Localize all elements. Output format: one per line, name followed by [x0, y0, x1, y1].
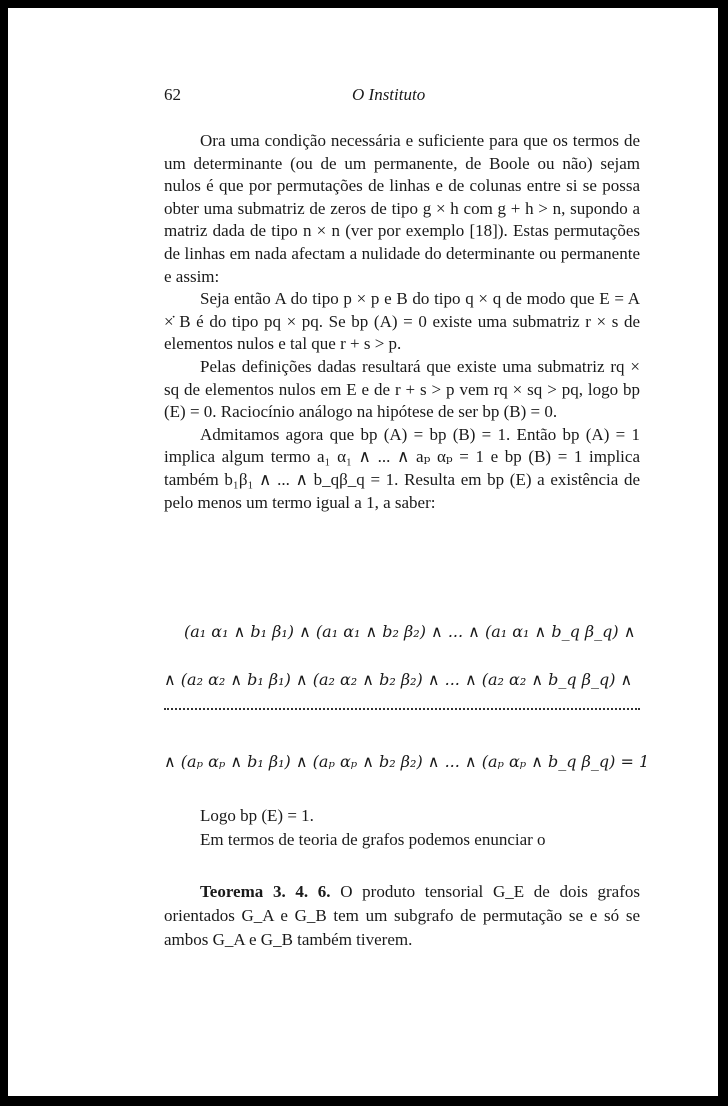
body-text	[164, 130, 640, 514]
closing-line: Logo bp (E) = 1.	[200, 806, 314, 825]
theorem-text: O produto tensorial G_E de dois grafos orientados G_A e G_B tem um subgrafo de permutação se e só se ambos G_A e G_B também tiverem.	[164, 882, 641, 949]
paragraph: Ora uma condição necessária e suficiente para que os termos de um determinante (ou de um permanente, de Boole ou não) sejam nulos é que por permutações de linhas e de colunas entre si se possa obter uma submatriz de zeros de tipo g × h com g + h > n, supondo a matriz dada de tipo n × n (ver por exemplo [18]). Estas permutações de linhas em nada afectam a nulidade do determinante ou permanente e assim:	[164, 131, 640, 286]
paragraph: Seja então A do tipo p × p e B do tipo q × q de modo que E = A ×̇ B é do tipo pq × pq. Se bp (A) = 0 existe uma submatriz r × s de elementos nulos e tal que r + s > p.	[164, 289, 640, 354]
formula-line: ∧ (aₚ αₚ ∧ b₁ β₁) ∧ (aₚ αₚ ∧ b₂ β₂) ∧ ... ∧ (aₚ αₚ ∧ b_q β_q) = 1	[164, 752, 650, 771]
closing-line: Em termos de teoria de grafos podemos enunciar o	[200, 830, 546, 849]
page-number: 62	[164, 85, 181, 104]
running-head	[8, 85, 718, 109]
running-title: O Instituto	[352, 85, 426, 104]
formula-line: (a₁ α₁ ∧ b₁ β₁) ∧ (a₁ α₁ ∧ b₂ β₂) ∧ ... ∧ (a₁ α₁ ∧ b_q β_q) ∧	[184, 622, 636, 641]
closing-text	[164, 804, 640, 852]
theorem-label: Teorema 3. 4. 6.	[200, 882, 331, 901]
formula-line: ∧ (a₂ α₂ ∧ b₁ β₁) ∧ (a₂ α₂ ∧ b₂ β₂) ∧ ... ∧ (a₂ α₂ ∧ b_q β_q) ∧	[164, 670, 633, 689]
paragraph: Admitamos agora que bp (A) = bp (B) = 1. Então bp (A) = 1 implica algum termo a₁ α₁ ∧ ... ∧ aₚ αₚ = 1 e bp (B) = 1 implica também b₁β₁ ∧ ... ∧ b_qβ_q = 1. Resulta em bp (E) a existência de pelo menos um termo igual a 1, a saber:	[164, 424, 640, 512]
paragraph: Pelas definições dadas resultará que existe uma submatriz rq × sq de elementos nulos em E e de r + s > p vem rq × sq > pq, logo bp (E) = 0. Raciocínio análogo na hipótese de ser bp (B) = 0.	[164, 356, 640, 422]
theorem	[164, 880, 640, 952]
book-page	[8, 8, 718, 1096]
dotted-separator	[164, 708, 640, 710]
